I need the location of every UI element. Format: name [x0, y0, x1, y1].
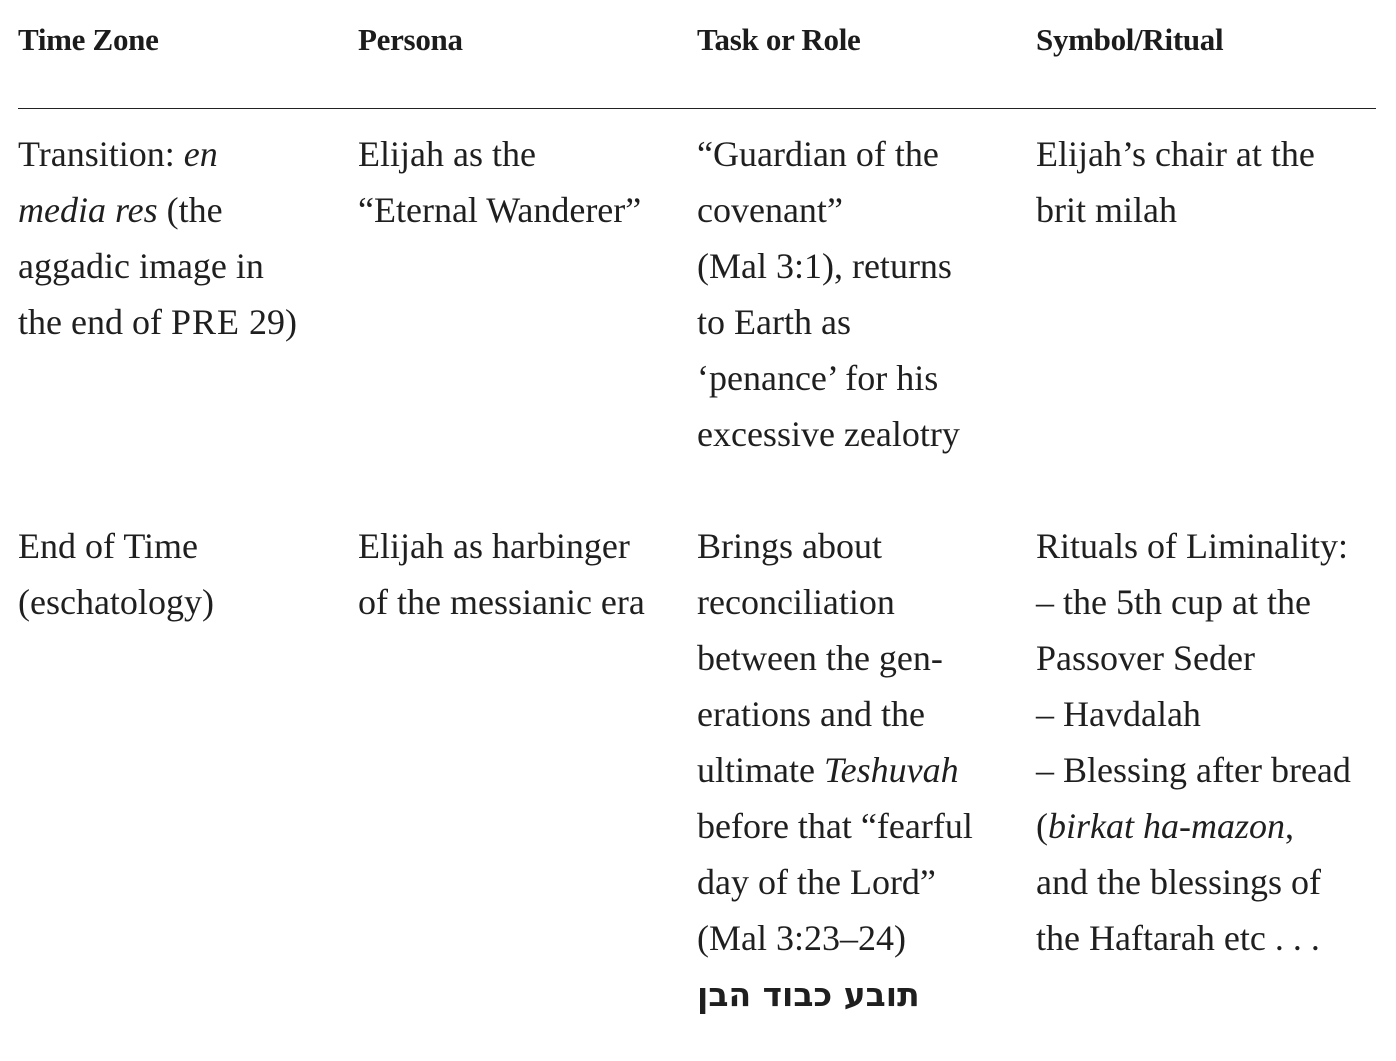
- italic-text: birkat ha-mazon: [1048, 806, 1285, 846]
- text: (eschatology): [18, 582, 214, 622]
- text: excessive zealotry: [697, 414, 960, 454]
- text: Elijah as harbinger: [358, 526, 630, 566]
- text: – Blessing after bread: [1036, 750, 1351, 790]
- header-symbol-ritual: Symbol/Ritual: [1036, 22, 1224, 57]
- text: brit milah: [1036, 190, 1177, 230]
- row2-persona-cell: [358, 518, 645, 630]
- text: Rituals of Liminality:: [1036, 526, 1348, 566]
- italic-text: Teshuvah: [823, 750, 959, 790]
- text: ‘penance’ for his: [697, 358, 939, 398]
- row1-task-cell: [697, 126, 960, 462]
- hebrew-text: תובע כבוד הבן: [697, 975, 920, 1014]
- text: (: [1036, 806, 1048, 846]
- text: before that “fearful: [697, 806, 973, 846]
- text: reconciliation: [697, 582, 895, 622]
- text: of the messianic era: [358, 582, 645, 622]
- italic-text: media res: [18, 190, 158, 230]
- header-time-zone: Time Zone: [18, 22, 159, 57]
- text: 29): [239, 302, 297, 342]
- text: (the: [157, 190, 223, 230]
- header-persona: Persona: [358, 22, 463, 57]
- row1-symbol-cell: [1036, 126, 1315, 238]
- text: the end of: [18, 302, 171, 342]
- text: aggadic image in: [18, 246, 264, 286]
- text: Elijah’s chair at the: [1036, 134, 1315, 174]
- text: (Mal 3:23–24): [697, 918, 906, 958]
- text: – the 5th cup at the: [1036, 582, 1311, 622]
- row1-time-zone-cell: [18, 126, 297, 350]
- text: Transition:: [18, 134, 184, 174]
- text: between the gen-: [697, 638, 943, 678]
- text: to Earth as: [697, 302, 851, 342]
- header-divider: [18, 108, 1376, 109]
- text: Elijah as the: [358, 134, 536, 174]
- text: and the blessings of: [1036, 862, 1321, 902]
- abbreviation: PRE: [170, 302, 240, 342]
- text: – Havdalah: [1036, 694, 1201, 734]
- text: ultimate: [697, 750, 824, 790]
- text: End of Time: [18, 526, 199, 566]
- row1-persona-cell: [358, 126, 641, 238]
- italic-text: en: [183, 134, 218, 174]
- text: (Mal 3:1), returns: [697, 246, 952, 286]
- text: “Eternal Wanderer”: [358, 190, 642, 230]
- text: ,: [1285, 806, 1294, 846]
- text: Brings about: [697, 526, 882, 566]
- text: covenant”: [697, 190, 843, 230]
- row2-time-zone-cell: [18, 518, 214, 630]
- row2-task-cell: [697, 518, 973, 1022]
- text: erations and the: [697, 694, 925, 734]
- text: day of the Lord”: [697, 862, 936, 902]
- header-task-or-role: Task or Role: [697, 22, 861, 57]
- text: Passover Seder: [1036, 638, 1255, 678]
- row2-symbol-cell: [1036, 518, 1351, 966]
- text: the Haftarah etc . . .: [1036, 918, 1320, 958]
- text: “Guardian of the: [697, 134, 939, 174]
